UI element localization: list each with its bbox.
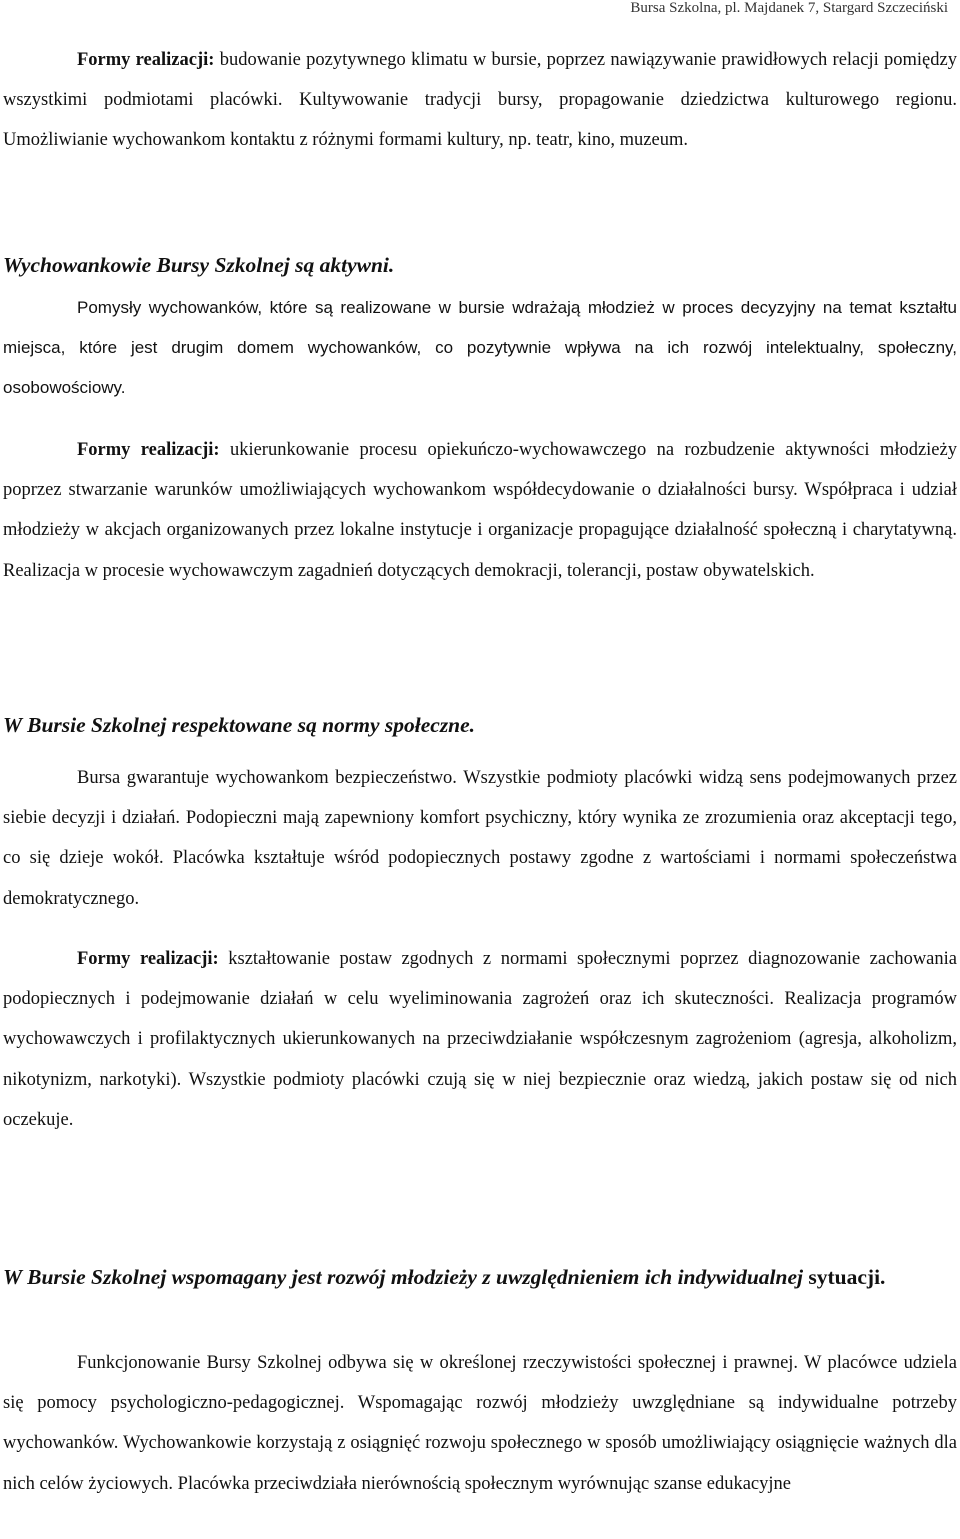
paragraph-forms-3 [3,939,957,1140]
forms-label: Formy realizacji: [77,440,220,460]
page-header: Bursa Szkolna, pl. Majdanek 7, Stargard Szczeciński [630,0,948,16]
heading-tail: sytuacji. [808,1265,886,1289]
section-heading-active: Wychowankowie Bursy Szkolnej są aktywni. [3,253,395,277]
paragraph-forms-1 [3,40,957,161]
paragraph-functioning: Funkcjonowanie Bursy Szkolnej odbywa się w określonej rzeczywistości społecznej i prawnej. W placówce udziela się pomocy psychologiczno-pedagogicznej. Wspomagając rozwój młodzieży uwzględniane są indywidualne potrzeby wychowanków. Wychowankowie korzystają z osiągnięć rozwoju społecznego w sposób umożliwiający osiągnięcie ważnych dla nich celów życiowych. Placówka przeciwdziała nierównością społecznym wyrównując szanse edukacyjne [3,1353,957,1494]
paragraph-forms-2 [3,430,957,591]
paragraph-ideas: Pomysły wychowanków, które są realizowane w bursie wdrażają młodzież w proces decyzyjny na temat kształtu miejsca, które jest drugim domem wychowanków, co pozytywnie wpływa na ich rozwój intelektualny, społeczny, osobowościowy. [3,298,957,398]
forms-label: Formy realizacji: [77,50,215,70]
paragraph-text: ukierunkowanie procesu opiekuńczo-wychowawczego na rozbudzenie aktywności młodzieży poprzez stwarzanie warunków umożliwiających wychowankom współdecydowanie o działalności bursy. Współpraca i udział młodzieży w akcjach organizowanych przez lokalne instytucje i organizacje propagujące działalność społeczną i charytatywną. Realizacja w procesie wychowawczym zagadnień dotyczących demokracji, tolerancji, postaw obywatelskich. [3,440,957,581]
section-heading-development [3,1259,957,1296]
heading-text: W Bursie Szkolnej wspomagany jest rozwój młodzieży z uwzględnieniem ich indywidualnej [3,1265,809,1289]
forms-label: Formy realizacji: [77,949,219,969]
paragraph-text: budowanie pozytywnego klimatu w bursie, poprzez nawiązywanie prawidłowych relacji pomiędzy wszystkimi podmiotami placówki. Kultywowanie tradycji bursy, propagowanie dziedzictwa kulturowego regionu. Umożliwianie wychowankom kontaktu z różnymi formami kultury, np. teatr, kino, muzeum. [3,50,957,151]
paragraph-text: kształtowanie postaw zgodnych z normami społecznymi poprzez diagnozowanie zachowania podopiecznych i podejmowanie działań w celu wyeliminowania zagrożeń oraz ich skuteczności. Realizacja programów wychowawczych i profilaktycznych ukierunkowanych na przeciwdziałanie współczesnym zagrożeniom (agresja, alkoholizm, nikotynizm, narkotyki). Wszystkie podmioty placówki czują się w niej bezpiecznie oraz wiedzą, jakich postaw się od nich oczekuje. [3,949,957,1130]
paragraph-safety: Bursa gwarantuje wychowankom bezpieczeństwo. Wszystkie podmioty placówki widzą sens podejmowanych przez siebie decyzji i działań. Podopieczni mają zapewniony komfort psychiczny, który wynika ze zrozumienia oraz akceptacji tego, co się dzieje wokół. Placówka kształtuje wśród podopiecznych postawy zgodne z wartościami i normami społeczeństwa demokratycznego. [3,768,957,909]
section-heading-norms: W Bursie Szkolnej respektowane są normy społeczne. [3,713,476,737]
